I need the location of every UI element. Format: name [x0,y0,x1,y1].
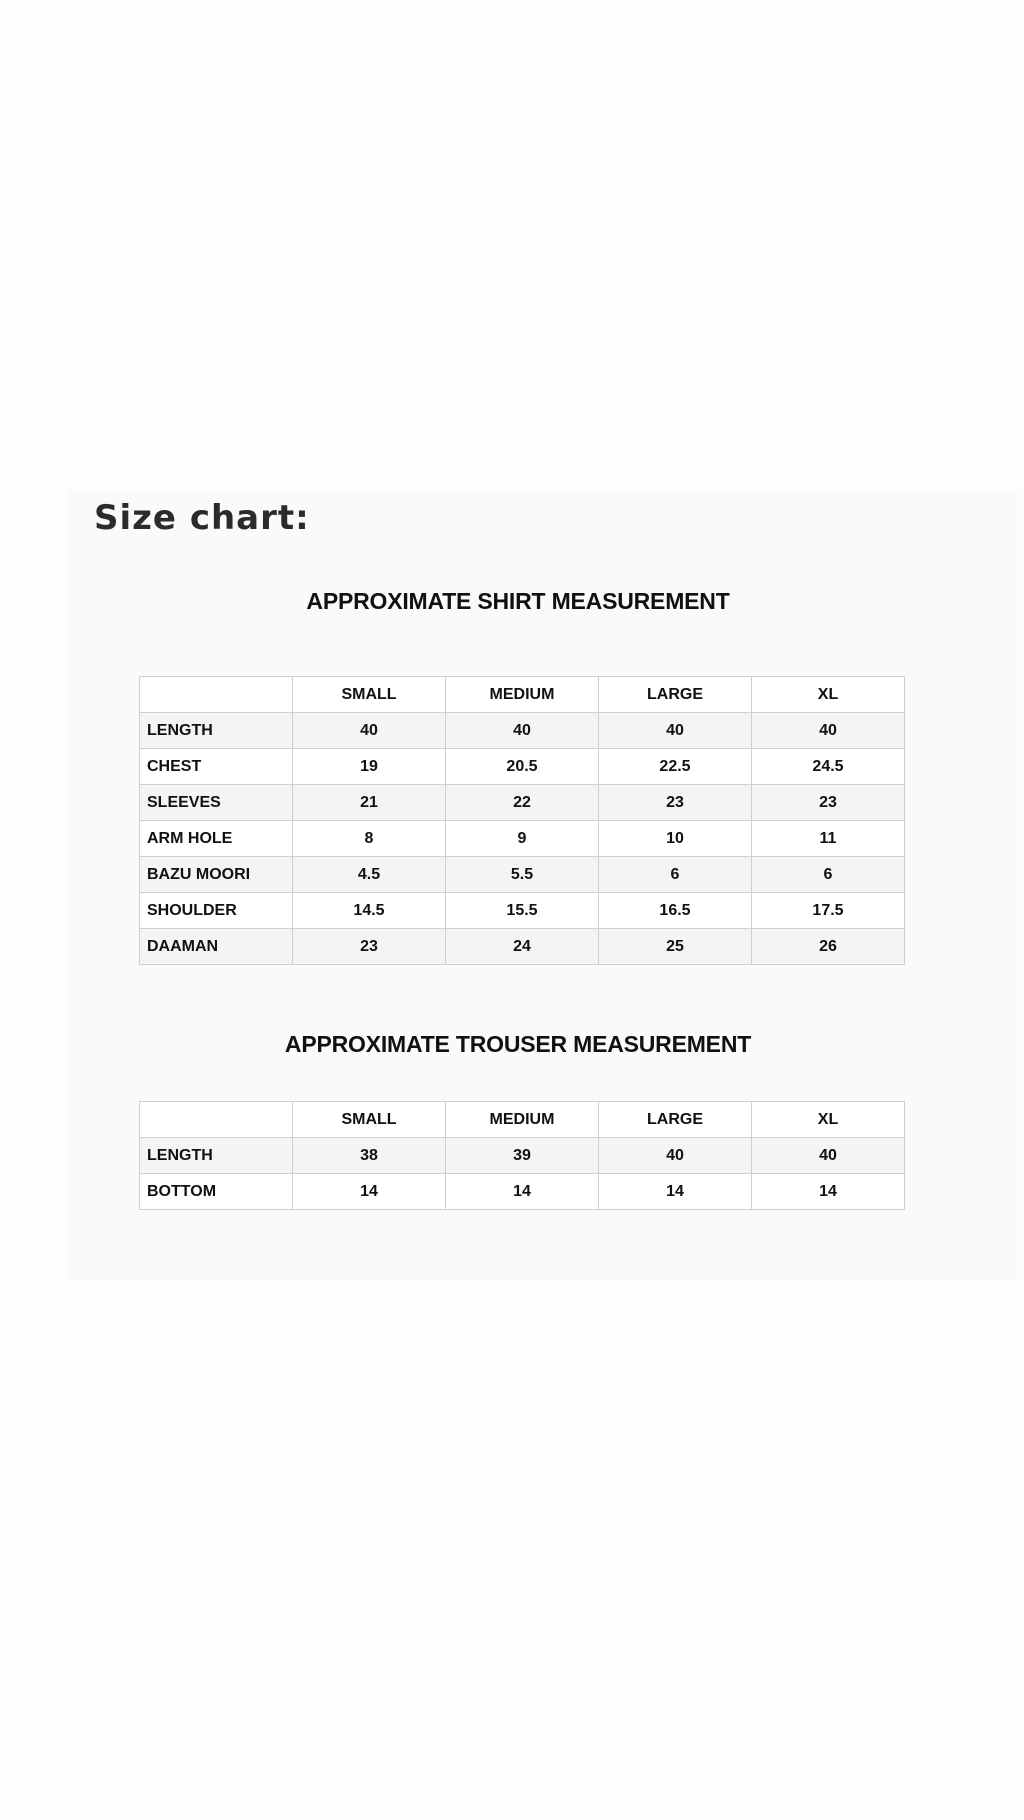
header-size-xl: XL [752,1102,905,1138]
table-cell: 20.5 [446,749,599,785]
row-label: SLEEVES [140,785,293,821]
table-cell: 40 [599,1138,752,1174]
table-row [140,821,905,857]
table-row [140,857,905,893]
trouser-measurement-table [139,1101,905,1210]
row-label: LENGTH [140,1138,293,1174]
table-row [140,749,905,785]
page-title: Size chart: [94,498,310,538]
header-size-large: LARGE [599,677,752,713]
table-cell: 40 [446,713,599,749]
table-cell: 15.5 [446,893,599,929]
header-size-xl: XL [752,677,905,713]
trouser-table-title: APPROXIMATE TROUSER MEASUREMENT [284,1031,752,1057]
table-row [140,713,905,749]
table-cell: 24.5 [752,749,905,785]
table-row [140,1174,905,1210]
header-size-large: LARGE [599,1102,752,1138]
header-empty-cell [140,1102,293,1138]
table-cell: 21 [293,785,446,821]
table-row [140,893,905,929]
table-header-row [140,677,905,713]
table-cell: 10 [599,821,752,857]
table-cell: 25 [599,929,752,965]
table-cell: 16.5 [599,893,752,929]
table-cell: 6 [752,857,905,893]
table-row [140,785,905,821]
header-size-small: SMALL [293,677,446,713]
row-label: BOTTOM [140,1174,293,1210]
table-row [140,1138,905,1174]
row-label: CHEST [140,749,293,785]
header-empty-cell [140,677,293,713]
table-cell: 14.5 [293,893,446,929]
shirt-table-title: APPROXIMATE SHIRT MEASUREMENT [306,588,730,614]
table-cell: 8 [293,821,446,857]
table-cell: 14 [293,1174,446,1210]
table-header-row [140,1102,905,1138]
table-cell: 22 [446,785,599,821]
table-cell: 26 [752,929,905,965]
row-label: BAZU MOORI [140,857,293,893]
table-cell: 23 [599,785,752,821]
table-cell: 9 [446,821,599,857]
row-label: DAAMAN [140,929,293,965]
table-cell: 6 [599,857,752,893]
table-cell: 39 [446,1138,599,1174]
table-cell: 11 [752,821,905,857]
table-cell: 22.5 [599,749,752,785]
table-cell: 14 [752,1174,905,1210]
table-cell: 40 [293,713,446,749]
table-cell: 23 [752,785,905,821]
table-cell: 14 [446,1174,599,1210]
table-cell: 14 [599,1174,752,1210]
header-size-medium: MEDIUM [446,1102,599,1138]
table-cell: 19 [293,749,446,785]
table-cell: 40 [752,713,905,749]
table-cell: 4.5 [293,857,446,893]
table-cell: 40 [599,713,752,749]
table-cell: 17.5 [752,893,905,929]
table-cell: 5.5 [446,857,599,893]
row-label: ARM HOLE [140,821,293,857]
table-cell: 23 [293,929,446,965]
header-size-medium: MEDIUM [446,677,599,713]
row-label: LENGTH [140,713,293,749]
row-label: SHOULDER [140,893,293,929]
table-cell: 24 [446,929,599,965]
shirt-measurement-table [139,676,905,965]
table-cell: 40 [752,1138,905,1174]
header-size-small: SMALL [293,1102,446,1138]
table-cell: 38 [293,1138,446,1174]
table-row [140,929,905,965]
